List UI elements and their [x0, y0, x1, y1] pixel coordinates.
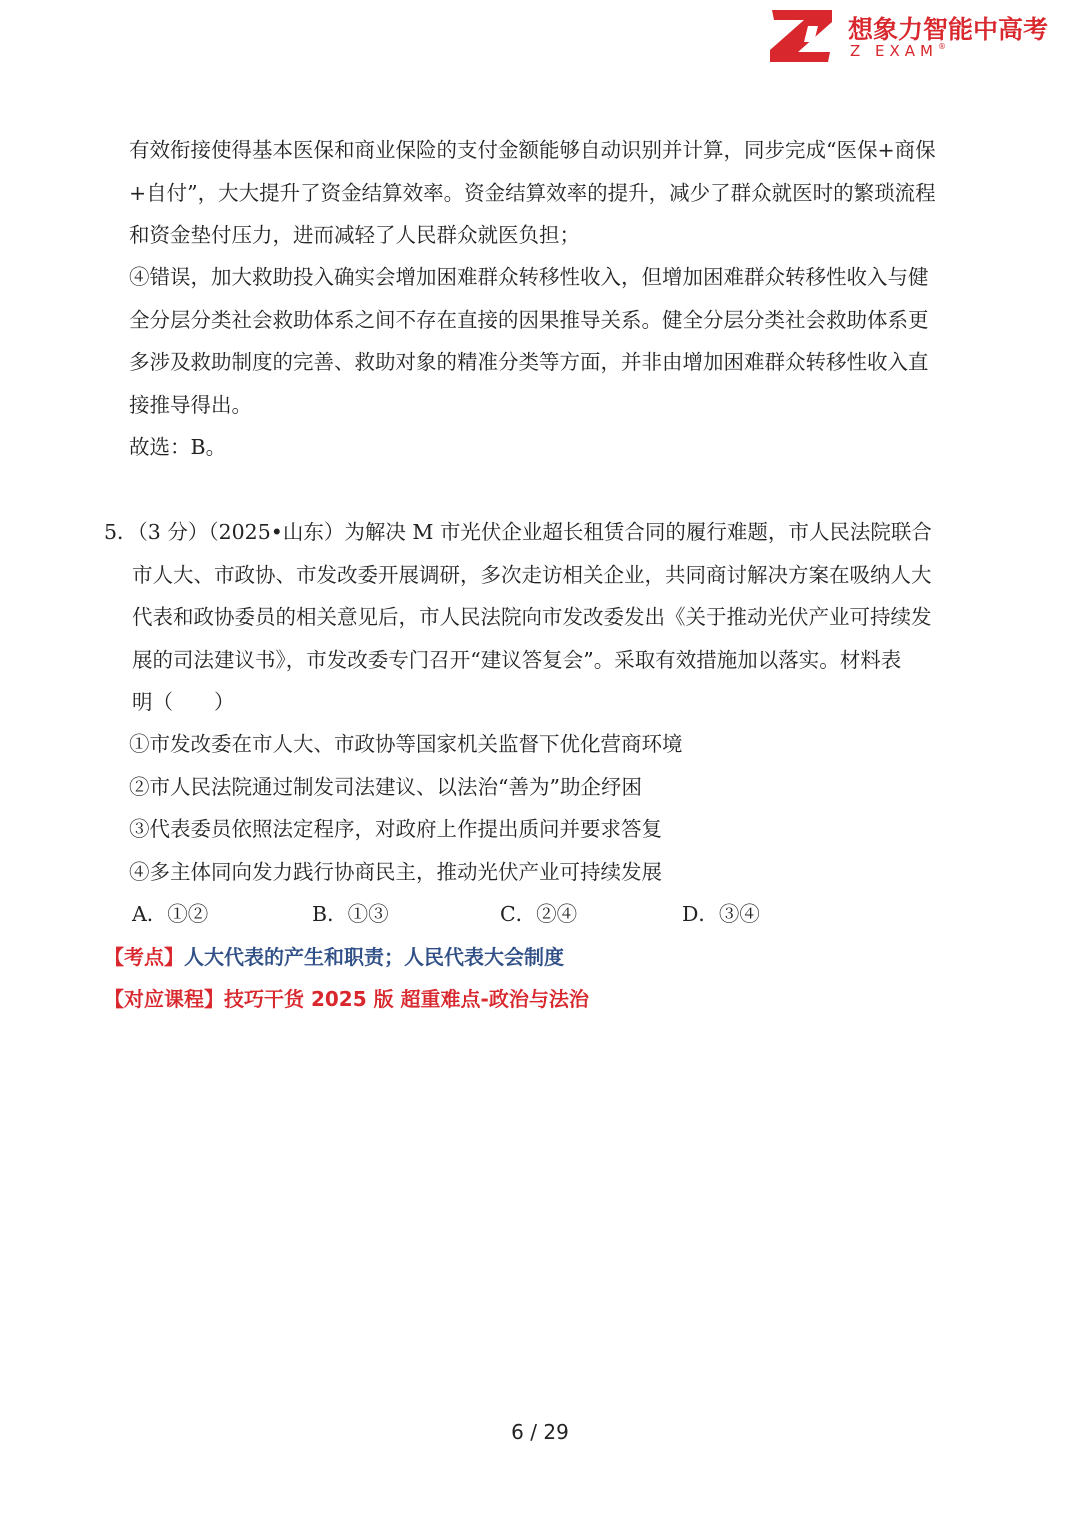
statement-1: ①市发改委在市人大、市政协等国家机关监督下优化营商环境	[129, 732, 683, 756]
question-stem-line: 代表和政协委员的相关意见后，市人民法院向市发改委发出《关于推动光伏产业可持续发	[132, 605, 932, 629]
course-tag: 【对应课程】技巧干货 2025 版 超重难点-政治与法治	[104, 987, 589, 1011]
answer-line: 全分层分类社会救助体系之间不存在直接的因果推导关系。健全分层分类社会救助体系更	[129, 308, 929, 332]
question-stem-first-line: 5．（3 分）（2025•山东）为解决 M 市光伏企业超长租赁合同的履行难题，市人民法院联合	[104, 520, 932, 544]
statement-4: ④多主体同向发力践行协商民主，推动光伏产业可持续发展	[129, 860, 662, 884]
z-logo-icon	[768, 8, 836, 64]
answer-choice: 故选：B。	[129, 435, 227, 459]
kaodian-tag	[104, 944, 564, 970]
statement-3: ③代表委员依照法定程序，对政府上作提出质问并要求答复	[129, 817, 662, 841]
answer-line: +自付”，大大提升了资金结算效率。资金结算效率的提升，减少了群众就医时的繁琐流程	[129, 181, 936, 205]
option-d: D．③④	[682, 902, 760, 926]
question-stem-line: 明（ ）	[132, 690, 235, 714]
page-number: 6 / 29	[511, 1420, 569, 1444]
logo-sub-text: Z EXAM	[850, 42, 939, 60]
answer-options	[0, 901, 1080, 927]
kaodian-bracket-close: 】	[164, 945, 184, 969]
logo-subtitle	[850, 42, 946, 60]
answer-line: 有效衔接使得基本医保和商业保险的支付金额能够自动识别并计算，同步完成“医保+商保	[129, 138, 936, 162]
registered-mark: ®	[938, 42, 947, 51]
statement-2: ②市人民法院通过制发司法建议、以法治“善为”助企纾困	[129, 775, 642, 799]
answer-line: 接推导得出。	[129, 393, 252, 417]
answer-line: ④错误，加大救助投入确实会增加困难群众转移性收入，但增加困难群众转移性收入与健	[129, 265, 929, 289]
question-stem-line: 展的司法建议书》，市发改委专门召开“建议答复会”。采取有效措施加以落实。材料表	[132, 648, 902, 672]
answer-line: 和资金垫付压力，进而减轻了人民群众就医负担；	[129, 223, 580, 247]
option-a: A．①②	[132, 902, 209, 926]
answer-line: 多涉及救助制度的完善、救助对象的精准分类等方面，并非由增加困难群众转移性收入直	[129, 350, 929, 374]
logo-title: 想象力智能中高考	[848, 15, 1049, 44]
kaodian-label: 考点	[124, 945, 164, 969]
question-stem-line: 市人大、市政协、市发改委开展调研，多次走访相关企业，共同商讨解决方案在吸纳人大	[132, 563, 932, 587]
kaodian-text: 人大代表的产生和职责；人民代表大会制度	[184, 945, 564, 969]
brand-logo	[768, 8, 1073, 68]
kaodian-bracket-open: 【	[104, 945, 124, 969]
option-c: C．②④	[500, 902, 578, 926]
option-b: B．①③	[312, 902, 389, 926]
